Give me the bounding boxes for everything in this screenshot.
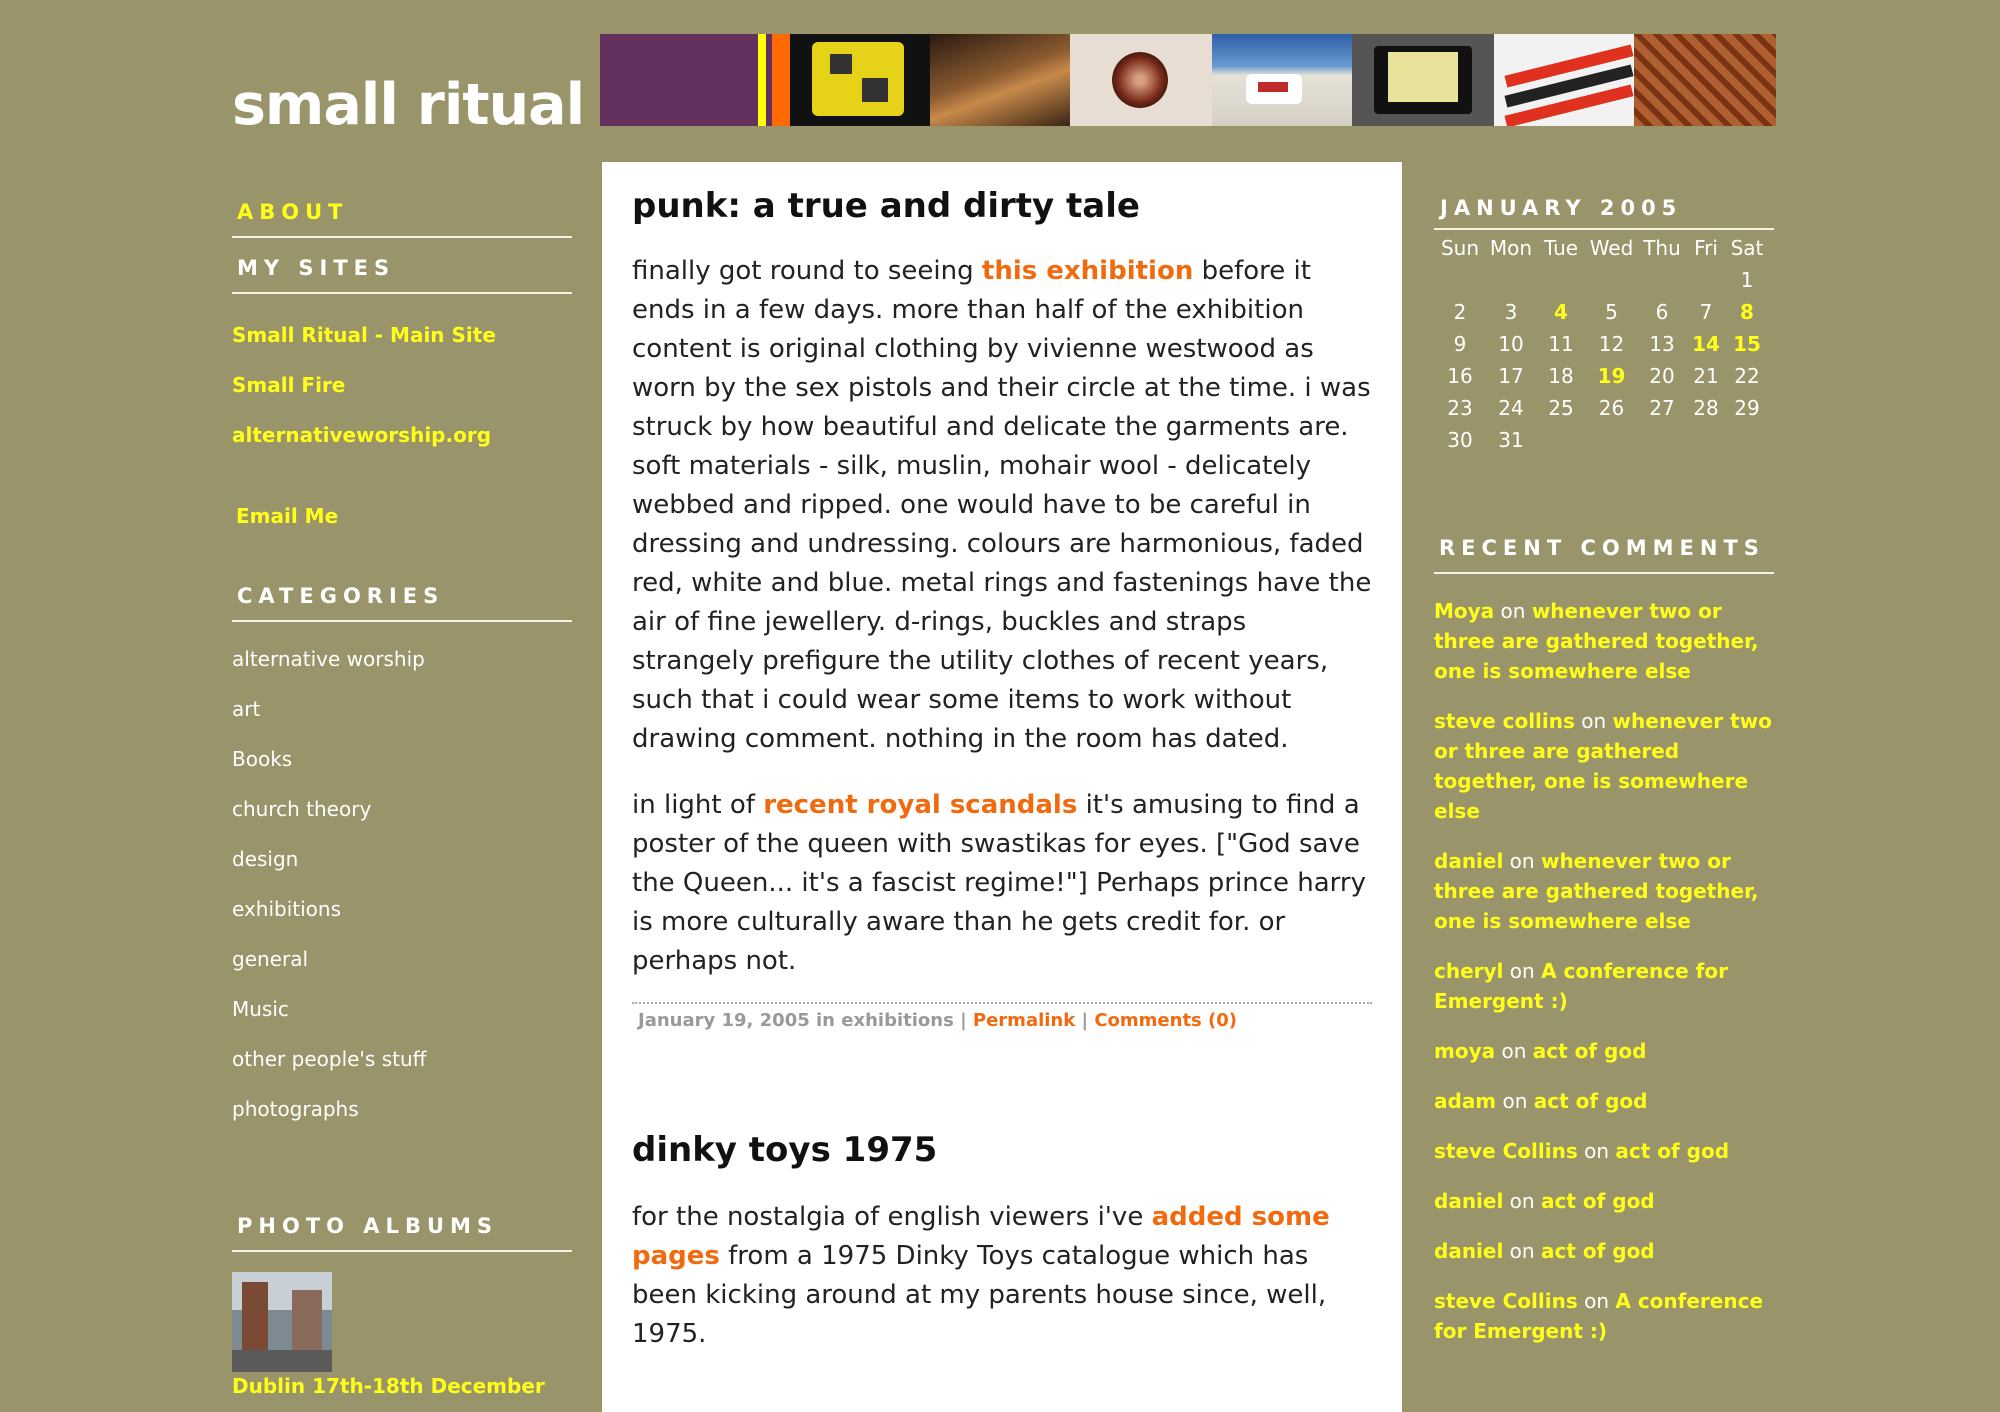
comment-post-link[interactable]: act of god bbox=[1532, 1039, 1647, 1063]
comments-link[interactable]: Comments (0) bbox=[1094, 1010, 1238, 1031]
calendar-day: 3 bbox=[1504, 300, 1518, 324]
comment-author-link[interactable]: steve Collins bbox=[1434, 1289, 1578, 1313]
banner-yellow-block-image bbox=[1352, 34, 1494, 126]
calendar-day: 10 bbox=[1498, 332, 1524, 356]
this-exhibition-link[interactable]: this exhibition bbox=[981, 256, 1194, 286]
comment-post-link[interactable]: whenever two or three are gathered together, one is somewhere else bbox=[1434, 849, 1759, 933]
calendar-day: 18 bbox=[1548, 364, 1574, 388]
comment-on-text: on bbox=[1503, 959, 1542, 983]
banner-car-on-beach-image bbox=[1212, 34, 1352, 126]
post-paragraph bbox=[632, 1198, 1372, 1354]
calendar-day: 23 bbox=[1447, 396, 1473, 420]
comment-on-text: on bbox=[1503, 1189, 1541, 1213]
post-text: in light of bbox=[632, 790, 764, 820]
banner-carved-pattern-image bbox=[1634, 34, 1776, 126]
comment-on-text: on bbox=[1577, 1289, 1616, 1313]
recent-royal-scandals-link[interactable]: recent royal scandals bbox=[763, 790, 1078, 820]
calendar-day: 2 bbox=[1453, 300, 1467, 324]
calendar-day: 17 bbox=[1498, 364, 1524, 388]
recent-comment bbox=[1434, 706, 1774, 826]
category-link[interactable]: Music bbox=[232, 997, 289, 1021]
post-text: finally got round to seeing bbox=[632, 256, 982, 286]
my-sites-list bbox=[232, 322, 572, 472]
calendar-day: 31 bbox=[1498, 428, 1524, 452]
calendar-empty-cell bbox=[1687, 424, 1725, 456]
calendar-day: 7 bbox=[1699, 300, 1713, 324]
category-link[interactable]: other people's stuff bbox=[232, 1047, 427, 1071]
calendar-empty-cell bbox=[1687, 264, 1725, 296]
calendar-week bbox=[1434, 328, 1769, 360]
category-link[interactable]: alternative worship bbox=[232, 647, 425, 671]
my-sites-heading: MY SITES bbox=[232, 256, 572, 294]
banner-purple-block bbox=[600, 34, 790, 126]
calendar-day-link[interactable]: 15 bbox=[1733, 332, 1761, 356]
post-body bbox=[632, 252, 1372, 981]
category-link[interactable]: design bbox=[232, 847, 299, 871]
categories-heading: CATEGORIES bbox=[232, 584, 572, 622]
calendar-empty-cell bbox=[1637, 424, 1687, 456]
banner-workshop-image bbox=[930, 34, 1070, 126]
right-sidebar bbox=[1434, 196, 1774, 1366]
calendar-day-header: Wed bbox=[1589, 236, 1634, 260]
calendar-day-header: Thu bbox=[1643, 236, 1681, 260]
categories-list bbox=[232, 646, 572, 1146]
header-banner bbox=[600, 34, 1790, 126]
blog-post bbox=[632, 1130, 1372, 1381]
comment-post-link[interactable]: whenever two or three are gathered together, one is somewhere else bbox=[1434, 599, 1759, 683]
calendar-day-header: Tue bbox=[1543, 236, 1579, 260]
recent-comment bbox=[1434, 596, 1774, 686]
calendar bbox=[1434, 232, 1769, 456]
comment-post-link[interactable]: A conference for Emergent :) bbox=[1434, 959, 1728, 1013]
recent-comment bbox=[1434, 1136, 1774, 1166]
category-link[interactable]: church theory bbox=[232, 797, 372, 821]
calendar-day: 25 bbox=[1548, 396, 1574, 420]
banner-brooch-image bbox=[1070, 34, 1212, 126]
comment-on-text: on bbox=[1503, 1239, 1541, 1263]
post-body bbox=[632, 1198, 1372, 1354]
permalink-link[interactable]: Permalink bbox=[972, 1010, 1076, 1031]
footer-separator: | bbox=[1075, 1010, 1095, 1031]
calendar-day: 5 bbox=[1605, 300, 1618, 324]
comment-author-link[interactable]: moya bbox=[1434, 1039, 1496, 1063]
post-title[interactable]: punk: a true and dirty tale bbox=[632, 186, 1140, 226]
post-date-category: January 19, 2005 in exhibitions bbox=[638, 1010, 954, 1031]
post-text: for the nostalgia of english viewers i've bbox=[632, 1202, 1152, 1232]
calendar-day-link[interactable]: 14 bbox=[1692, 332, 1720, 356]
photo-albums-heading: PHOTO ALBUMS bbox=[232, 1214, 572, 1252]
calendar-day: 22 bbox=[1734, 364, 1760, 388]
calendar-day-header: Mon bbox=[1489, 236, 1533, 260]
site-link-small-fire[interactable]: Small Fire bbox=[232, 373, 346, 397]
calendar-body bbox=[1434, 264, 1769, 456]
calendar-empty-cell bbox=[1586, 264, 1637, 296]
recent-comments-heading: RECENT COMMENTS bbox=[1434, 536, 1774, 574]
blog-post bbox=[632, 186, 1372, 1031]
comment-author-link[interactable]: daniel bbox=[1434, 1239, 1504, 1263]
added-some-pages-link[interactable]: added some pages bbox=[632, 1202, 1330, 1271]
comment-post-link[interactable]: act of god bbox=[1540, 1189, 1655, 1213]
calendar-day: 6 bbox=[1655, 300, 1669, 324]
photo-album-thumbnail[interactable] bbox=[232, 1272, 332, 1372]
calendar-empty-cell bbox=[1586, 424, 1637, 456]
category-link[interactable]: photographs bbox=[232, 1097, 359, 1121]
left-sidebar bbox=[232, 200, 572, 1398]
recent-comment bbox=[1434, 1086, 1774, 1116]
calendar-day: 13 bbox=[1649, 332, 1675, 356]
calendar-empty-cell bbox=[1725, 424, 1769, 456]
calendar-day: 27 bbox=[1649, 396, 1675, 420]
recent-comment bbox=[1434, 956, 1774, 1016]
calendar-day: 28 bbox=[1693, 396, 1719, 420]
recent-comments-list bbox=[1434, 596, 1774, 1346]
site-title[interactable]: small ritual bbox=[232, 72, 585, 138]
comment-author-link[interactable]: steve collins bbox=[1434, 709, 1575, 733]
calendar-day-header: Sat bbox=[1730, 236, 1764, 260]
calendar-day: 21 bbox=[1693, 364, 1719, 388]
comment-author-link[interactable]: daniel bbox=[1434, 849, 1504, 873]
calendar-day-link[interactable]: 19 bbox=[1597, 364, 1626, 388]
comment-post-link[interactable]: A conference for Emergent :) bbox=[1434, 1289, 1764, 1343]
footer-separator: | bbox=[953, 1010, 973, 1031]
comment-author-link[interactable]: adam bbox=[1434, 1089, 1497, 1113]
site-link-small-ritual[interactable]: Small Ritual - Main Site bbox=[232, 323, 496, 347]
calendar-empty-cell bbox=[1434, 264, 1486, 296]
recent-comment bbox=[1434, 1236, 1774, 1266]
banner-toy-sign-image bbox=[790, 34, 930, 126]
about-heading[interactable]: ABOUT bbox=[232, 200, 572, 238]
comment-post-link[interactable]: act of god bbox=[1540, 1239, 1655, 1263]
calendar-day: 30 bbox=[1447, 428, 1473, 452]
comment-author-link[interactable]: steve Collins bbox=[1434, 1139, 1578, 1163]
calendar-day-link[interactable]: 8 bbox=[1740, 300, 1754, 324]
calendar-heading: JANUARY 2005 bbox=[1434, 196, 1774, 230]
calendar-empty-cell bbox=[1536, 424, 1586, 456]
post-text: before it ends in a few days. more than half of the exhibition content is original clothing by vivienne westwood as worn by the sex pistols and their circle at the time. i was struck by how beautiful and delicate the garments are. soft materials - silk, muslin, mohair wool - delicately webbed and ripped. one would have to be careful in dressing and undressing. colours are harmonious, faded red, white and blue. metal rings and fastenings have the air of fine jewellery. d-rings, buckles and straps strangely prefigure the utility clothes of recent years, such that i could wear some items to work without drawing comment. nothing in the room has dated. bbox=[632, 256, 1372, 754]
site-link-alternativeworship[interactable]: alternativeworship.org bbox=[232, 423, 492, 447]
comment-on-text: on bbox=[1494, 599, 1532, 623]
category-link[interactable]: art bbox=[232, 697, 261, 721]
calendar-day: 12 bbox=[1598, 332, 1625, 356]
recent-comment bbox=[1434, 1186, 1774, 1216]
comment-on-text: on bbox=[1577, 1139, 1616, 1163]
comment-post-link[interactable]: act of god bbox=[1615, 1139, 1730, 1163]
recent-comment bbox=[1434, 1036, 1774, 1066]
calendar-day-header: Fri bbox=[1694, 236, 1718, 260]
comment-post-link[interactable]: act of god bbox=[1533, 1089, 1648, 1113]
calendar-week bbox=[1434, 360, 1769, 392]
comment-post-link[interactable]: whenever two or three are gathered together, one is somewhere else bbox=[1434, 709, 1772, 823]
post-title[interactable]: dinky toys 1975 bbox=[632, 1130, 938, 1170]
category-link[interactable]: exhibitions bbox=[232, 897, 342, 921]
comment-on-text: on bbox=[1495, 1039, 1533, 1063]
comment-author-link[interactable]: daniel bbox=[1434, 1189, 1504, 1213]
email-me-link[interactable]: Email Me bbox=[236, 504, 339, 528]
post-paragraph bbox=[632, 252, 1372, 759]
calendar-day: 9 bbox=[1453, 332, 1467, 356]
calendar-week bbox=[1434, 264, 1769, 296]
banner-striped-hat-image bbox=[1494, 34, 1634, 126]
recent-comment bbox=[1434, 1286, 1774, 1346]
calendar-day: 26 bbox=[1598, 396, 1625, 420]
comment-on-text: on bbox=[1574, 709, 1613, 733]
calendar-empty-cell bbox=[1486, 264, 1536, 296]
post-text: from a 1975 Dinky Toys catalogue which has been kicking around at my parents house since, well, 1975. bbox=[632, 1241, 1327, 1349]
calendar-empty-cell bbox=[1637, 264, 1687, 296]
category-link[interactable]: Books bbox=[232, 747, 293, 771]
calendar-week bbox=[1434, 392, 1769, 424]
comment-on-text: on bbox=[1503, 849, 1541, 873]
post-footer bbox=[632, 1002, 1372, 1031]
main-content bbox=[602, 162, 1402, 1412]
calendar-day-link[interactable]: 4 bbox=[1554, 300, 1568, 324]
calendar-week bbox=[1434, 296, 1769, 328]
category-link[interactable]: general bbox=[232, 947, 309, 971]
comment-on-text: on bbox=[1496, 1089, 1534, 1113]
recent-comment bbox=[1434, 846, 1774, 936]
calendar-week bbox=[1434, 424, 1769, 456]
calendar-day: 20 bbox=[1649, 364, 1675, 388]
calendar-day-header: Sun bbox=[1440, 236, 1480, 260]
comment-author-link[interactable]: cheryl bbox=[1434, 959, 1504, 983]
calendar-day: 24 bbox=[1498, 396, 1524, 420]
photo-album-link[interactable]: Dublin 17th-18th December bbox=[232, 1374, 545, 1398]
calendar-day: 1 bbox=[1740, 268, 1754, 292]
comment-author-link[interactable]: Moya bbox=[1434, 599, 1495, 623]
post-paragraph bbox=[632, 786, 1372, 981]
post-text: it's amusing to find a poster of the queen with swastikas for eyes. ["God save the Queen... it's a fascist regime!"] Perhaps prince harry is more culturally aware than he gets credit for. or perhaps not. bbox=[632, 790, 1366, 976]
calendar-empty-cell bbox=[1536, 264, 1586, 296]
calendar-day: 11 bbox=[1548, 332, 1574, 356]
calendar-day: 16 bbox=[1447, 364, 1473, 388]
calendar-day: 29 bbox=[1734, 396, 1760, 420]
